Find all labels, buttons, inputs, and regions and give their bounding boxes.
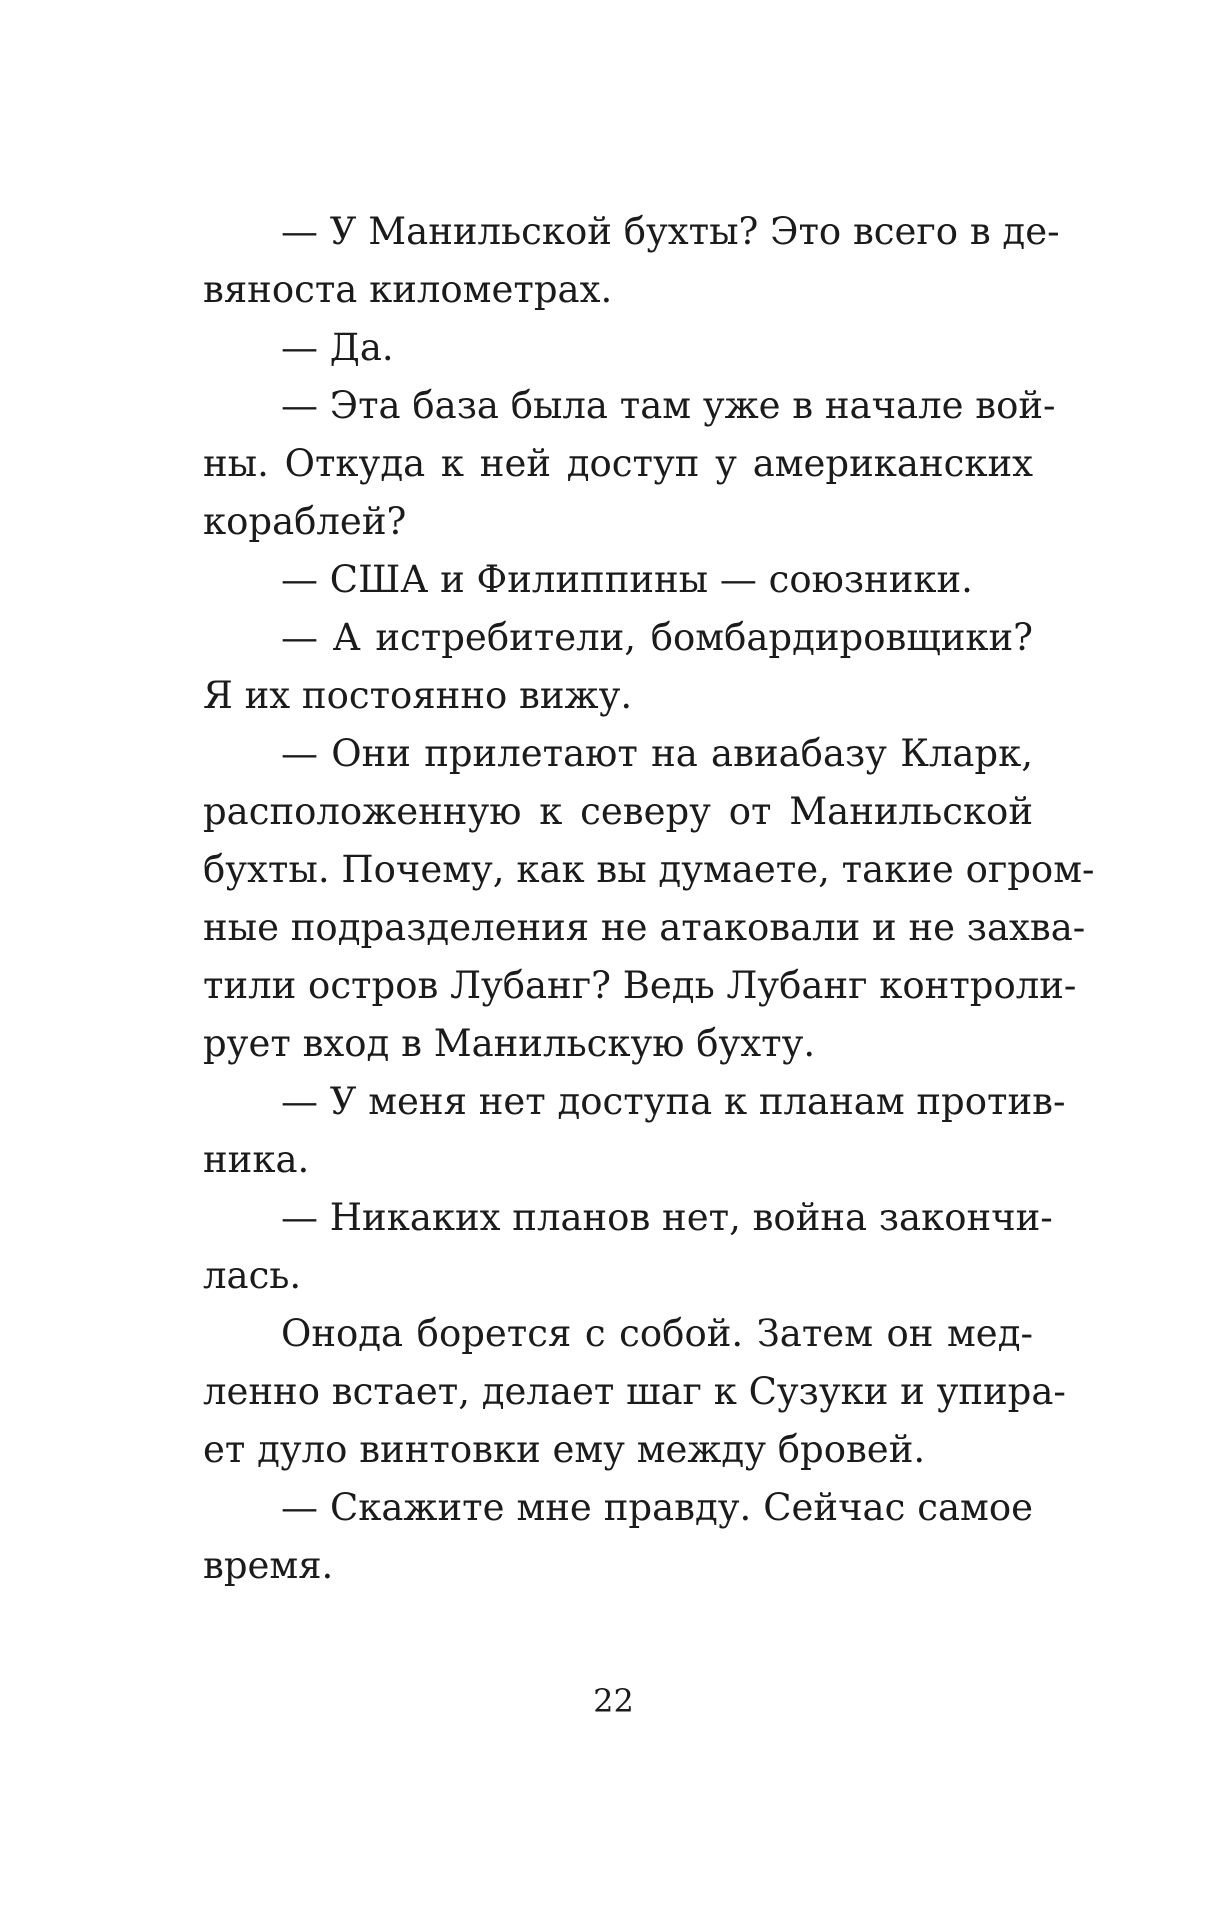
text-line: ные подразделения не атаковали и не захва- <box>203 906 1086 949</box>
page-number: 22 <box>593 1682 634 1720</box>
text-line: расположенную к северу от Манильской <box>203 790 1033 833</box>
text-line: — У меня нет доступа к планам против- <box>281 1080 1066 1123</box>
text-line: время. <box>203 1544 334 1587</box>
text-line: бухты. Почему, как вы думаете, такие огром- <box>203 848 1095 891</box>
text-line: — У Манильской бухты? Это всего в де- <box>281 210 1060 253</box>
text-line: рует вход в Манильскую бухту. <box>203 1022 816 1065</box>
body-text <box>203 203 1095 1595</box>
text-line: — США и Филиппины — союзники. <box>281 558 973 601</box>
text-line: — Они прилетают на авиабазу Кларк, <box>281 732 1033 775</box>
text-line: вяноста километрах. <box>203 268 613 311</box>
text-line: ленно встает, делает шаг к Сузуки и упира- <box>203 1370 1066 1413</box>
text-line: ника. <box>203 1138 310 1181</box>
text-line: тили остров Лубанг? Ведь Лубанг контроли- <box>203 964 1077 1007</box>
text-line: — Да. <box>281 326 394 369</box>
text-line: лась. <box>203 1254 302 1297</box>
text-line: Онода борется с собой. Затем он мед- <box>281 1312 1033 1355</box>
text-line: кораблей? <box>203 500 407 543</box>
text-line: — Скажите мне правду. Сейчас самое <box>281 1486 1033 1529</box>
text-line: Я их постоянно вижу. <box>203 674 633 717</box>
text-line: — Эта база была там уже в начале вой- <box>281 384 1056 427</box>
text-line: — А истребители, бомбардировщики? <box>281 616 1033 659</box>
text-line: ет дуло винтовки ему между бровей. <box>203 1428 926 1471</box>
text-line: — Никаких планов нет, война закончи- <box>281 1196 1053 1239</box>
text-line: ны. Откуда к ней доступ у американских <box>203 442 1033 485</box>
